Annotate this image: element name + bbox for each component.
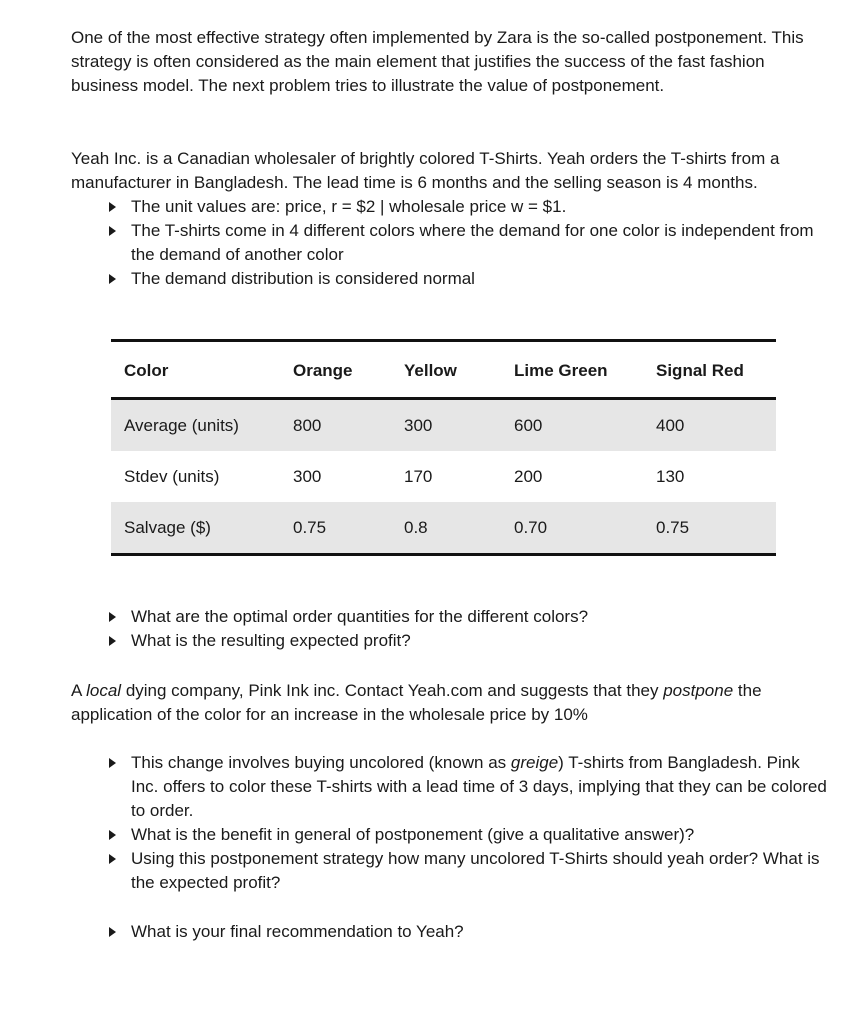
header-cell: Orange xyxy=(293,361,353,380)
table-cell: 600 xyxy=(514,416,543,435)
bullet-triangle-icon xyxy=(109,202,116,212)
list-item: The T-shirts come in 4 different colors where the demand for one color is independent from the demand of another color xyxy=(71,219,831,267)
table-header-row xyxy=(111,342,776,397)
table-cell: 0.8 xyxy=(404,518,428,537)
table-cell: 0.75 xyxy=(656,518,690,537)
list-item: Using this postponement strategy how many uncolored T-Shirts should yeah order? What is the expected profit? xyxy=(71,847,831,895)
table-cell: Average (units) xyxy=(124,416,239,435)
table-cell: Salvage ($) xyxy=(124,518,211,537)
bullet-triangle-icon xyxy=(109,226,116,236)
table-row xyxy=(111,400,776,451)
question-list-1 xyxy=(71,605,831,653)
table-cell: 300 xyxy=(404,416,433,435)
case-paragraph: Yeah Inc. is a Canadian wholesaler of brightly colored T-Shirts. Yeah orders the T-shirts from a manufacturer in Bangladesh. The lead time is 6 months and the selling season is 4 months. xyxy=(71,149,780,192)
header-cell: Lime Green xyxy=(514,361,608,380)
bullet-triangle-icon xyxy=(109,830,116,840)
list-item: What is the benefit in general of postponement (give a qualitative answer)? xyxy=(71,823,831,847)
table-cell: 300 xyxy=(293,467,322,486)
bullet-triangle-icon xyxy=(109,927,116,937)
bullet-triangle-icon xyxy=(109,612,116,622)
bullet-triangle-icon xyxy=(109,758,116,768)
table-cell: 400 xyxy=(656,416,685,435)
postponement-bullet-list xyxy=(71,751,831,895)
list-item: What are the optimal order quantities for the different colors? xyxy=(71,605,831,629)
case-bullet-list xyxy=(71,195,831,291)
list-item: The unit values are: price, r = $2 | wholesale price w = $1. xyxy=(71,195,831,219)
list-item: What is the resulting expected profit? xyxy=(71,629,831,653)
table-cell: 0.75 xyxy=(293,518,327,537)
table-cell: 130 xyxy=(656,467,685,486)
bullet-triangle-icon xyxy=(109,274,116,284)
document-body xyxy=(71,26,831,291)
table-cell: 200 xyxy=(514,467,543,486)
bullet-triangle-icon xyxy=(109,636,116,646)
intro-paragraph: One of the most effective strategy often implemented by Zara is the so-called postponement. This strategy is often considered as the main element that justifies the success of the fast fashion business model. The next problem tries to illustrate the value of postponement. xyxy=(71,28,804,95)
list-item: The demand distribution is considered normal xyxy=(71,267,831,291)
table-cell: 170 xyxy=(404,467,433,486)
header-cell: Color xyxy=(124,361,169,380)
header-cell: Signal Red xyxy=(656,361,744,380)
bullet-triangle-icon xyxy=(109,854,116,864)
postponement-paragraph: A local dying company, Pink Ink inc. Contact Yeah.com and suggests that they postpone the application of the color for an increase in the wholesale price by 10% xyxy=(71,681,762,724)
final-question-list xyxy=(71,920,831,944)
table-cell: Stdev (units) xyxy=(124,467,220,486)
table-row xyxy=(111,451,776,502)
table-cell: 0.70 xyxy=(514,518,548,537)
table-cell: 800 xyxy=(293,416,322,435)
list-item: This change involves buying uncolored (known as greige) T-shirts from Bangladesh. Pink Inc. offers to color these T-shirts with a lead time of 3 days, implying that they can be colored to order. xyxy=(71,751,831,823)
table-row xyxy=(111,502,776,553)
list-item: What is your final recommendation to Yeah? xyxy=(71,920,831,944)
demand-table xyxy=(111,339,776,556)
header-cell: Yellow xyxy=(404,361,457,380)
table-bottom-rule xyxy=(111,553,776,556)
